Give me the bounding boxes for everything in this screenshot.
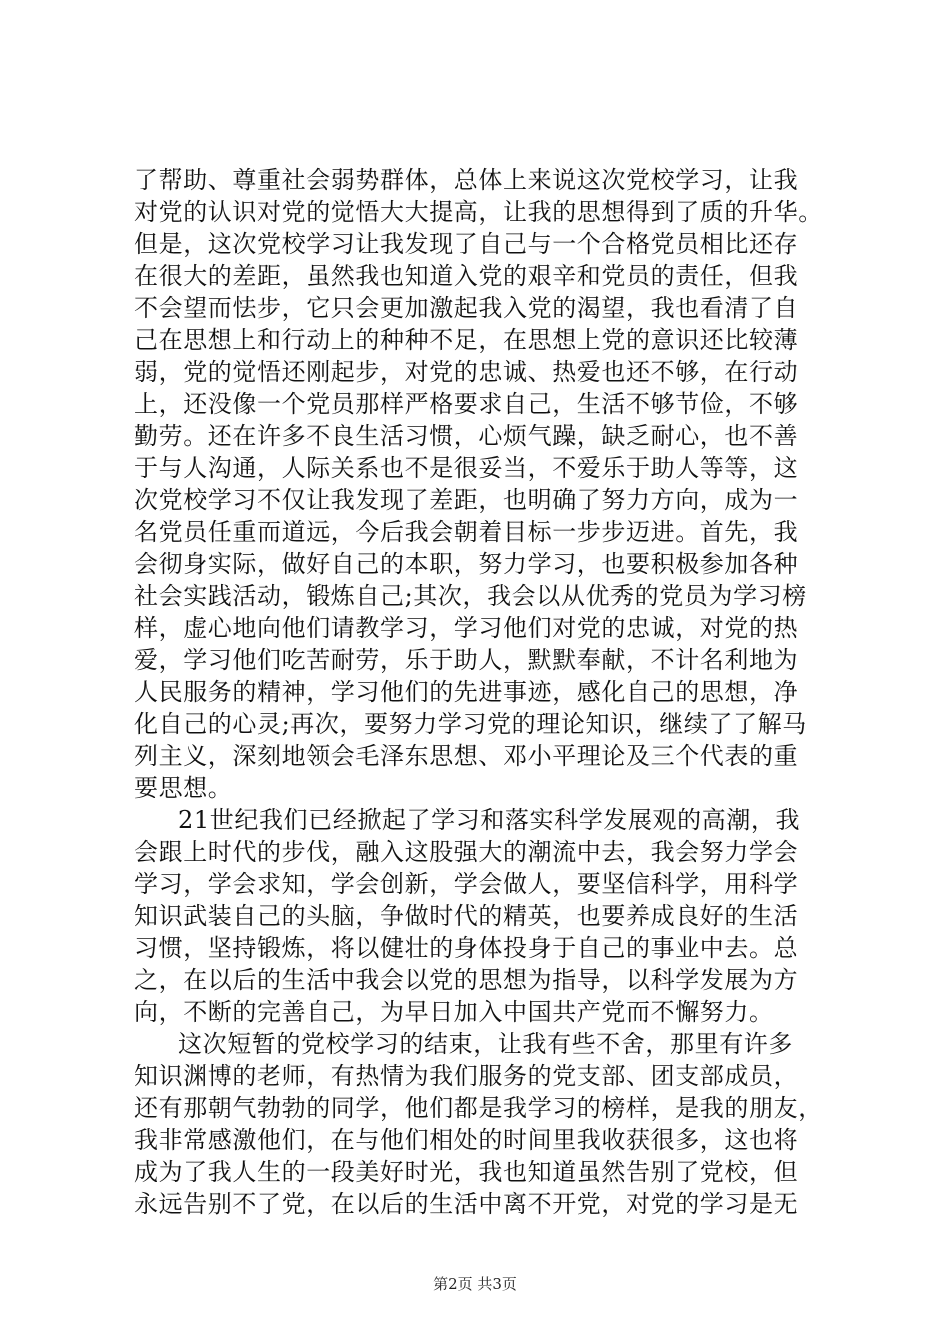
text-line: 于与人沟通，人际关系也不是很妥当，不爱乐于助人等等，这: [134, 454, 799, 482]
text-line: 知识武装自己的头脑，争做时代的精英，也要养成良好的生活: [134, 902, 799, 930]
text-line: 知识渊博的老师，有热情为我们服务的党支部、团支部成员，: [134, 1062, 799, 1090]
text-line: 化自己的心灵;再次，要努力学习党的理论知识，继续了了解马: [134, 710, 807, 738]
text-line: 要思想。: [134, 774, 233, 802]
page-footer: 第2页 共3页: [433, 1275, 517, 1293]
text-line: 样，虚心地向他们请教学习，学习他们对党的忠诚，对党的热: [134, 614, 799, 642]
text-line: 永远告别不了党，在以后的生活中离不开党，对党的学习是无: [134, 1190, 799, 1218]
text-line: 成为了我人生的一段美好时光，我也知道虽然告别了党校，但: [134, 1158, 799, 1186]
text-line: 但是，这次党校学习让我发现了自己与一个合格党员相比还存: [134, 230, 799, 258]
text-line: 次党校学习不仅让我发现了差距，也明确了努力方向，成为一: [134, 486, 799, 514]
text-line: 列主义，深刻地领会毛泽东思想、邓小平理论及三个代表的重: [134, 742, 799, 770]
text-line: 己在思想上和行动上的种种不足，在思想上党的意识还比较薄: [134, 326, 799, 354]
paragraph-first-line: 21世纪我们已经掀起了学习和落实科学发展观的高潮，我: [178, 806, 801, 834]
text-line: 之，在以后的生活中我会以党的思想为指导，以科学发展为方: [134, 966, 799, 994]
text-line: 会跟上时代的步伐，融入这股强大的潮流中去，我会努力学会: [134, 838, 799, 866]
text-line: 不会望而怯步，它只会更加激起我入党的渴望，我也看清了自: [134, 294, 799, 322]
text-line: 上，还没像一个党员那样严格要求自己，生活不够节俭，不够: [134, 390, 799, 418]
paragraph-first-line: 这次短暂的党校学习的结束，让我有些不舍，那里有许多: [178, 1030, 793, 1058]
text-line: 社会实践活动，锻炼自己;其次，我会以从优秀的党员为学习榜: [134, 582, 807, 610]
text-line: 在很大的差距，虽然我也知道入党的艰辛和党员的责任，但我: [134, 262, 799, 290]
text-line: 名党员任重而道远，今后我会朝着目标一步步迈进。首先，我: [134, 518, 799, 546]
text-line: 向，不断的完善自己，为早日加入中国共产党而不懈努力。: [134, 998, 774, 1026]
text-line: 对党的认识对党的觉悟大大提高，让我的思想得到了质的升华。: [134, 198, 823, 226]
text-line: 还有那朝气勃勃的同学，他们都是我学习的榜样，是我的朋友，: [134, 1094, 823, 1122]
text-line: 爱，学习他们吃苦耐劳，乐于助人，默默奉献，不计名利地为: [134, 646, 799, 674]
text-line: 弱，党的觉悟还刚起步，对党的忠诚、热爱也还不够，在行动: [134, 358, 799, 386]
text-line: 勤劳。还在许多不良生活习惯，心烦气躁，缺乏耐心，也不善: [134, 422, 799, 450]
text-line: 习惯，坚持锻炼，将以健壮的身体投身于自己的事业中去。总: [134, 934, 799, 962]
text-line: 会彻身实际，做好自己的本职，努力学习，也要积极参加各种: [134, 550, 799, 578]
text-line: 学习，学会求知，学会创新，学会做人，要坚信科学，用科学: [134, 870, 799, 898]
text-line: 人民服务的精神，学习他们的先进事迹，感化自己的思想，净: [134, 678, 799, 706]
text-line: 我非常感激他们，在与他们相处的时间里我收获很多，这也将: [134, 1126, 799, 1154]
text-line: 了帮助、尊重社会弱势群体，总体上来说这次党校学习，让我: [134, 166, 799, 194]
